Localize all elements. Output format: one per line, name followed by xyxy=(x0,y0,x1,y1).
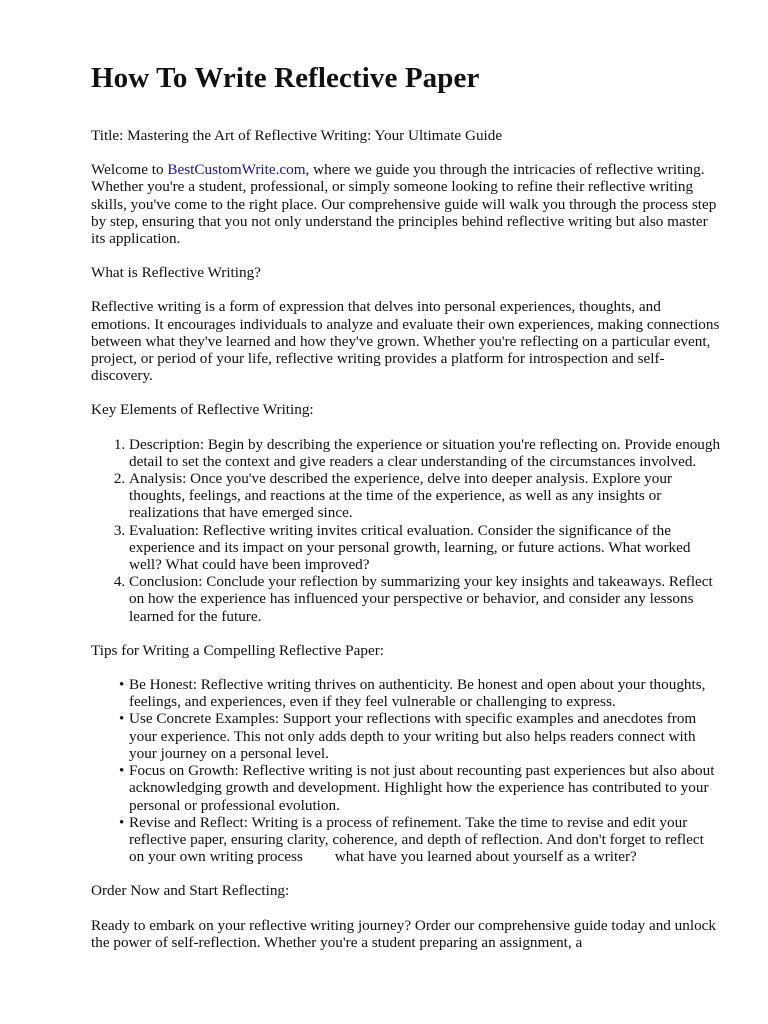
document-page xyxy=(91,58,721,951)
subtitle: Title: Mastering the Art of Reflective Writing: Your Ultimate Guide xyxy=(91,127,503,144)
list-item-text: what have you learned about yourself as a writer? xyxy=(334,848,637,866)
intro-text-after: , where we guide you through the intricacies of reflective writing. Whether you're a student, professional, or simply someone looking to refine their reflective writing skills, you've come to the right place. Our comprehensive guide will walk you through the process step by step, ensuring that you not only understand the principles behind reflective writing but also master its application. xyxy=(91,161,717,248)
list-item xyxy=(119,676,721,711)
section-heading-tips: Tips for Writing a Compelling Reflective Paper: xyxy=(91,641,384,659)
bullet-icon: • xyxy=(119,763,125,780)
list-item-text: Focus on Growth: Reflective writing is not just about recounting past experiences but also about acknowledging growth and development. Highlight how the experience has contributed to your personal or professional evolution. xyxy=(129,762,715,814)
list-item-text: Revise and Reflect: Writing is a process of refinement. Take the time to revise and edit your reflective paper, ensuring clarity, coherence, and depth of reflection. And don't forget to reflect on your own writing process xyxy=(129,813,704,866)
bullet-icon: • xyxy=(119,814,125,831)
list-item xyxy=(119,710,721,762)
tips-list xyxy=(91,676,721,865)
list-item xyxy=(119,813,721,866)
list-item: 2. Analysis: Once you've described the experience, delve into deeper analysis. Explore your thoughts, feelings, and reactions at the time of the experience, as well as any insights or realizations that have emerged since. xyxy=(129,470,721,522)
bullet-icon: • xyxy=(119,677,125,694)
list-item: 1. Description: Begin by describing the experience or situation you're reflecting on. Provide enough detail to set the context and give readers a clear understanding of the circumstances involved. xyxy=(129,436,721,470)
section-body-order: Ready to embark on your reflective writing journey? Order our comprehensive guide today and unlock the power of self-reflection. Whether you're a student preparing an assignment, a xyxy=(91,916,717,951)
intro-paragraph xyxy=(91,161,721,247)
key-elements-list xyxy=(91,436,721,625)
list-item xyxy=(119,762,721,814)
section-heading-order: Order Now and Start Reflecting: xyxy=(91,882,290,900)
page-title: How To Write Reflective Paper xyxy=(91,62,480,94)
section-heading-key-elements: Key Elements of Reflective Writing: xyxy=(91,401,314,419)
list-item-text: Be Honest: Reflective writing thrives on authenticity. Be honest and open about your thoughts, feelings, and experiences, even if they feel vulnerable or challenging to express. xyxy=(129,676,706,711)
intro-text-before: Welcome to xyxy=(91,161,168,179)
bullet-icon: • xyxy=(119,711,125,728)
list-item: 3. Evaluation: Reflective writing invites critical evaluation. Consider the significance of the experience and its impact on your personal growth, learning, or future actions. What worked well? What could have been improved? xyxy=(129,522,721,574)
list-item-text: Use Concrete Examples: Support your reflections with specific examples and anecdotes from your experience. This not only adds depth to your writing but also helps readers connect with your journey on a personal level. xyxy=(129,710,697,762)
bestcustomwrite-link[interactable]: BestCustomWrite.com xyxy=(167,161,306,179)
section-body-what-is: Reflective writing is a form of expression that delves into personal experiences, thoughts, and emotions. It encourages individuals to analyze and evaluate their own experiences, making connections between what they've learned and how they've grown. Whether you're reflecting on a particular event, project, or period of your life, reflective writing provides a platform for introspection and self-discovery. xyxy=(91,298,720,385)
list-item: 4. Conclusion: Conclude your reflection by summarizing your key insights and takeaways. Reflect on how the experience has influenced your perspective or behavior, and consider any lessons learned for the future. xyxy=(129,573,721,625)
section-heading-what-is: What is Reflective Writing? xyxy=(91,264,261,282)
